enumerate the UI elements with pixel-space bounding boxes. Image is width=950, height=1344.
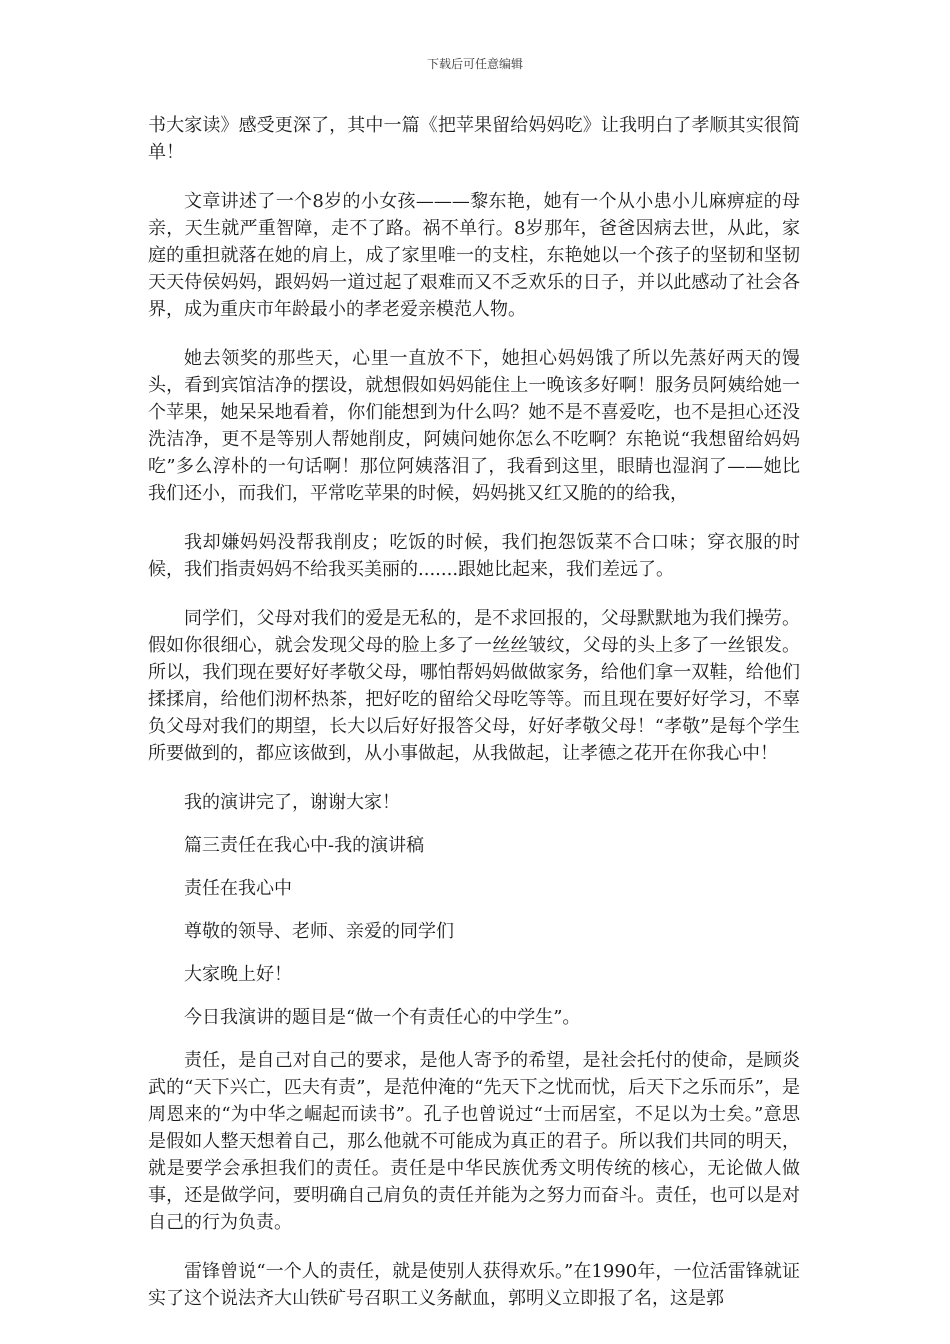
paragraph: 我的演讲完了，谢谢大家！ xyxy=(184,792,400,813)
paragraph: 书大家读》感受更深了，其中一篇《把苹果留给妈妈吃》让我明白了孝顺其实很简单！ xyxy=(148,115,800,163)
paragraph: 她去领奖的那些天，心里一直放不下，她担心妈妈饿了所以先蒸好两天的馒头，看到宾馆洁净的摆设，就想假如妈妈能住上一晚该多好啊！服务员阿姨给她一个苹果，她呆呆地看着，你们能想到为什么吗？她不是不喜爱吃，也不是担心还没洗洁净，更不是等别人帮她削皮，阿姨问她你怎么不吃啊？东艳说“我想留给妈妈吃”多么淳朴的一句话啊！那位阿姨落泪了，我看到这里，眼睛也湿润了——她比我们还小，而我们，平常吃苹果的时候，妈妈挑又红又脆的的给我， xyxy=(148,348,800,504)
document-body xyxy=(148,112,800,1334)
paragraph: 同学们，父母对我们的爱是无私的，是不求回报的，父母默默地为我们操劳。假如你很细心，就会发现父母的脸上多了一丝丝皱纹，父母的头上多了一丝银发。所以，我们现在要好好孝敬父母，哪怕帮妈妈做做家务，给他们拿一双鞋，给他们揉揉肩，给他们沏杯热茶，把好吃的留给父母吃等等。而且现在要好好学习，不辜负父母对我们的期望，长大以后好好报答父母，好好孝敬父母！“孝敬”是每个学生所要做到的，都应该做到，从小事做起，从我做起，让孝德之花开在你我心中！ xyxy=(148,608,800,764)
page-header: 下载后可任意编辑 xyxy=(426,57,523,71)
paragraph: 今日我演讲的题目是“做一个有责任心的中学生”。 xyxy=(184,1007,581,1028)
salutation: 尊敬的领导、老师、亲爱的同学们 xyxy=(184,921,454,942)
paragraph: 责任，是自己对自己的要求，是他人寄予的希望，是社会托付的使命，是顾炎武的“天下兴亡，匹夫有责”，是范仲淹的“先天下之忧而忧，后天下之乐而乐”，是周恩来的“为中华之崛起而读书”。孔子也曾说过“士而居室，不足以为士矣。”意思是假如人整天想着自己，那么他就不可能成为真正的君子。所以我们共同的明天，就是要学会承担我们的责任。责任是中华民族优秀文明传统的核心，无论做人做事，还是做学问，要明确自己肩负的责任并能为之努力而奋斗。责任，也可以是对自己的行为负责。 xyxy=(148,1050,800,1233)
paragraph: 雷锋曾说“一个人的责任，就是使别人获得欢乐。”在1990年，一位活雷锋就证实了这个说法齐大山铁矿号召职工义务献血，郭明义立即报了名，这是郭 xyxy=(148,1261,800,1309)
paragraph: 文章讲述了一个8岁的小女孩———黎东艳，她有一个从小患小儿麻痹症的母亲，天生就严重智障，走不了路。祸不单行。8岁那年，爸爸因病去世，从此，家庭的重担就落在她的肩上，成了家里唯一的支柱，东艳她以一个孩子的坚韧和坚韧天天侍侯妈妈，跟妈妈一道过起了艰难而又不乏欢乐的日子，并以此感动了社会各界，成为重庆市年龄最小的孝老爱亲模范人物。 xyxy=(148,191,800,320)
speech-title: 责任在我心中 xyxy=(184,878,292,899)
paragraph: 我却嫌妈妈没帮我削皮；吃饭的时候，我们抱怨饭菜不合口味；穿衣服的时候，我们指责妈妈不给我买美丽的.......跟她比起来，我们差远了。 xyxy=(148,532,800,580)
section-title: 篇三责任在我心中-我的演讲稿 xyxy=(184,835,425,856)
greeting: 大家晚上好！ xyxy=(184,964,292,985)
